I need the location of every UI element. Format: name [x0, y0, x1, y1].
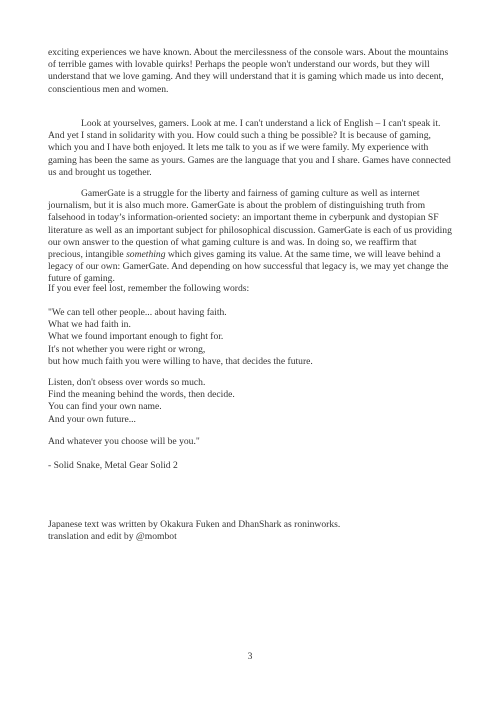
quote-stanza-2 — [48, 377, 453, 426]
quote-line: What we had faith in. — [48, 319, 131, 331]
paragraph-2 — [48, 118, 453, 179]
credit-line: Japanese text was written by Okakura Fuken and DhanShark as roninworks. — [48, 519, 341, 530]
quote-line: You can find your own name. — [48, 401, 162, 413]
page-number: 3 — [247, 651, 253, 662]
quote-line: "We can tell other people... about having faith. — [48, 307, 227, 318]
quote-line: but how much faith you were willing to have, that decides the future. — [48, 355, 313, 367]
credits — [48, 519, 453, 543]
quote-attribution — [48, 460, 453, 472]
paragraph-3 — [48, 188, 453, 286]
emphasized-word: something — [126, 249, 166, 261]
quote-line: What we found important enough to fight for. — [48, 331, 224, 343]
paragraph-text: exciting experiences we have known. About the mercilessness of the console wars. About the mountains of terrible games with lovable quirks! Perhaps the people won't understand our words, but they will understand that we love gaming. And they will understand that it is gaming which made us into decent, conscientious men and women. — [48, 47, 449, 95]
quote-stanza-1 — [48, 307, 453, 368]
quote-line: It's not whether you were right or wrong, — [48, 343, 206, 355]
paragraph-text-before: GamerGate is a struggle for the liberty and fairness of gaming culture as well as internet journalism, but it is also much more. GamerGate is about the problem of distinguishing truth from falsehood in today’s information-oriented society: an important theme in cyberpunk and dystopian SF literature as well as an important subject for philosophical discussion. GamerGate is each of us providing our own answer to the question of what gaming culture is and was. In doing so, we reaffirm that precious, intangible — [48, 188, 452, 261]
paragraph-text — [48, 188, 453, 286]
quote-line: Find the meaning behind the words, then decide. — [48, 389, 235, 401]
quote-line: And your own future... — [48, 413, 136, 425]
attribution-text: - Solid Snake, Metal Gear Solid 2 — [48, 460, 178, 471]
paragraph-text-after: which gives gaming its value. At the same time, we will leave behind a legacy of our own: GamerGate. And depending on how successful that legacy is, we may yet change the future of gaming. — [48, 249, 449, 285]
paragraph-text: Look at yourselves, gamers. Look at me. I can't understand a lick of English – I can't speak it. And yet I stand in solidarity with you. How could such a thing be possible? It is because of gaming, which you and I have both enjoyed. It lets me talk to you as if we were family. My experience with gaming has been the same as yours. Games are the language that you and I share. Games have connected us and brought us together. — [48, 118, 451, 178]
quote-closing — [48, 436, 453, 448]
paragraph-1 — [48, 47, 453, 96]
paragraph-4 — [48, 283, 453, 295]
quote-line: And whatever you choose will be you." — [48, 436, 200, 447]
paragraph-text: If you ever feel lost, remember the following words: — [48, 283, 250, 294]
credit-line: translation and edit by @mombot — [48, 531, 177, 543]
quote-line: Listen, don't obsess over words so much. — [48, 377, 206, 388]
